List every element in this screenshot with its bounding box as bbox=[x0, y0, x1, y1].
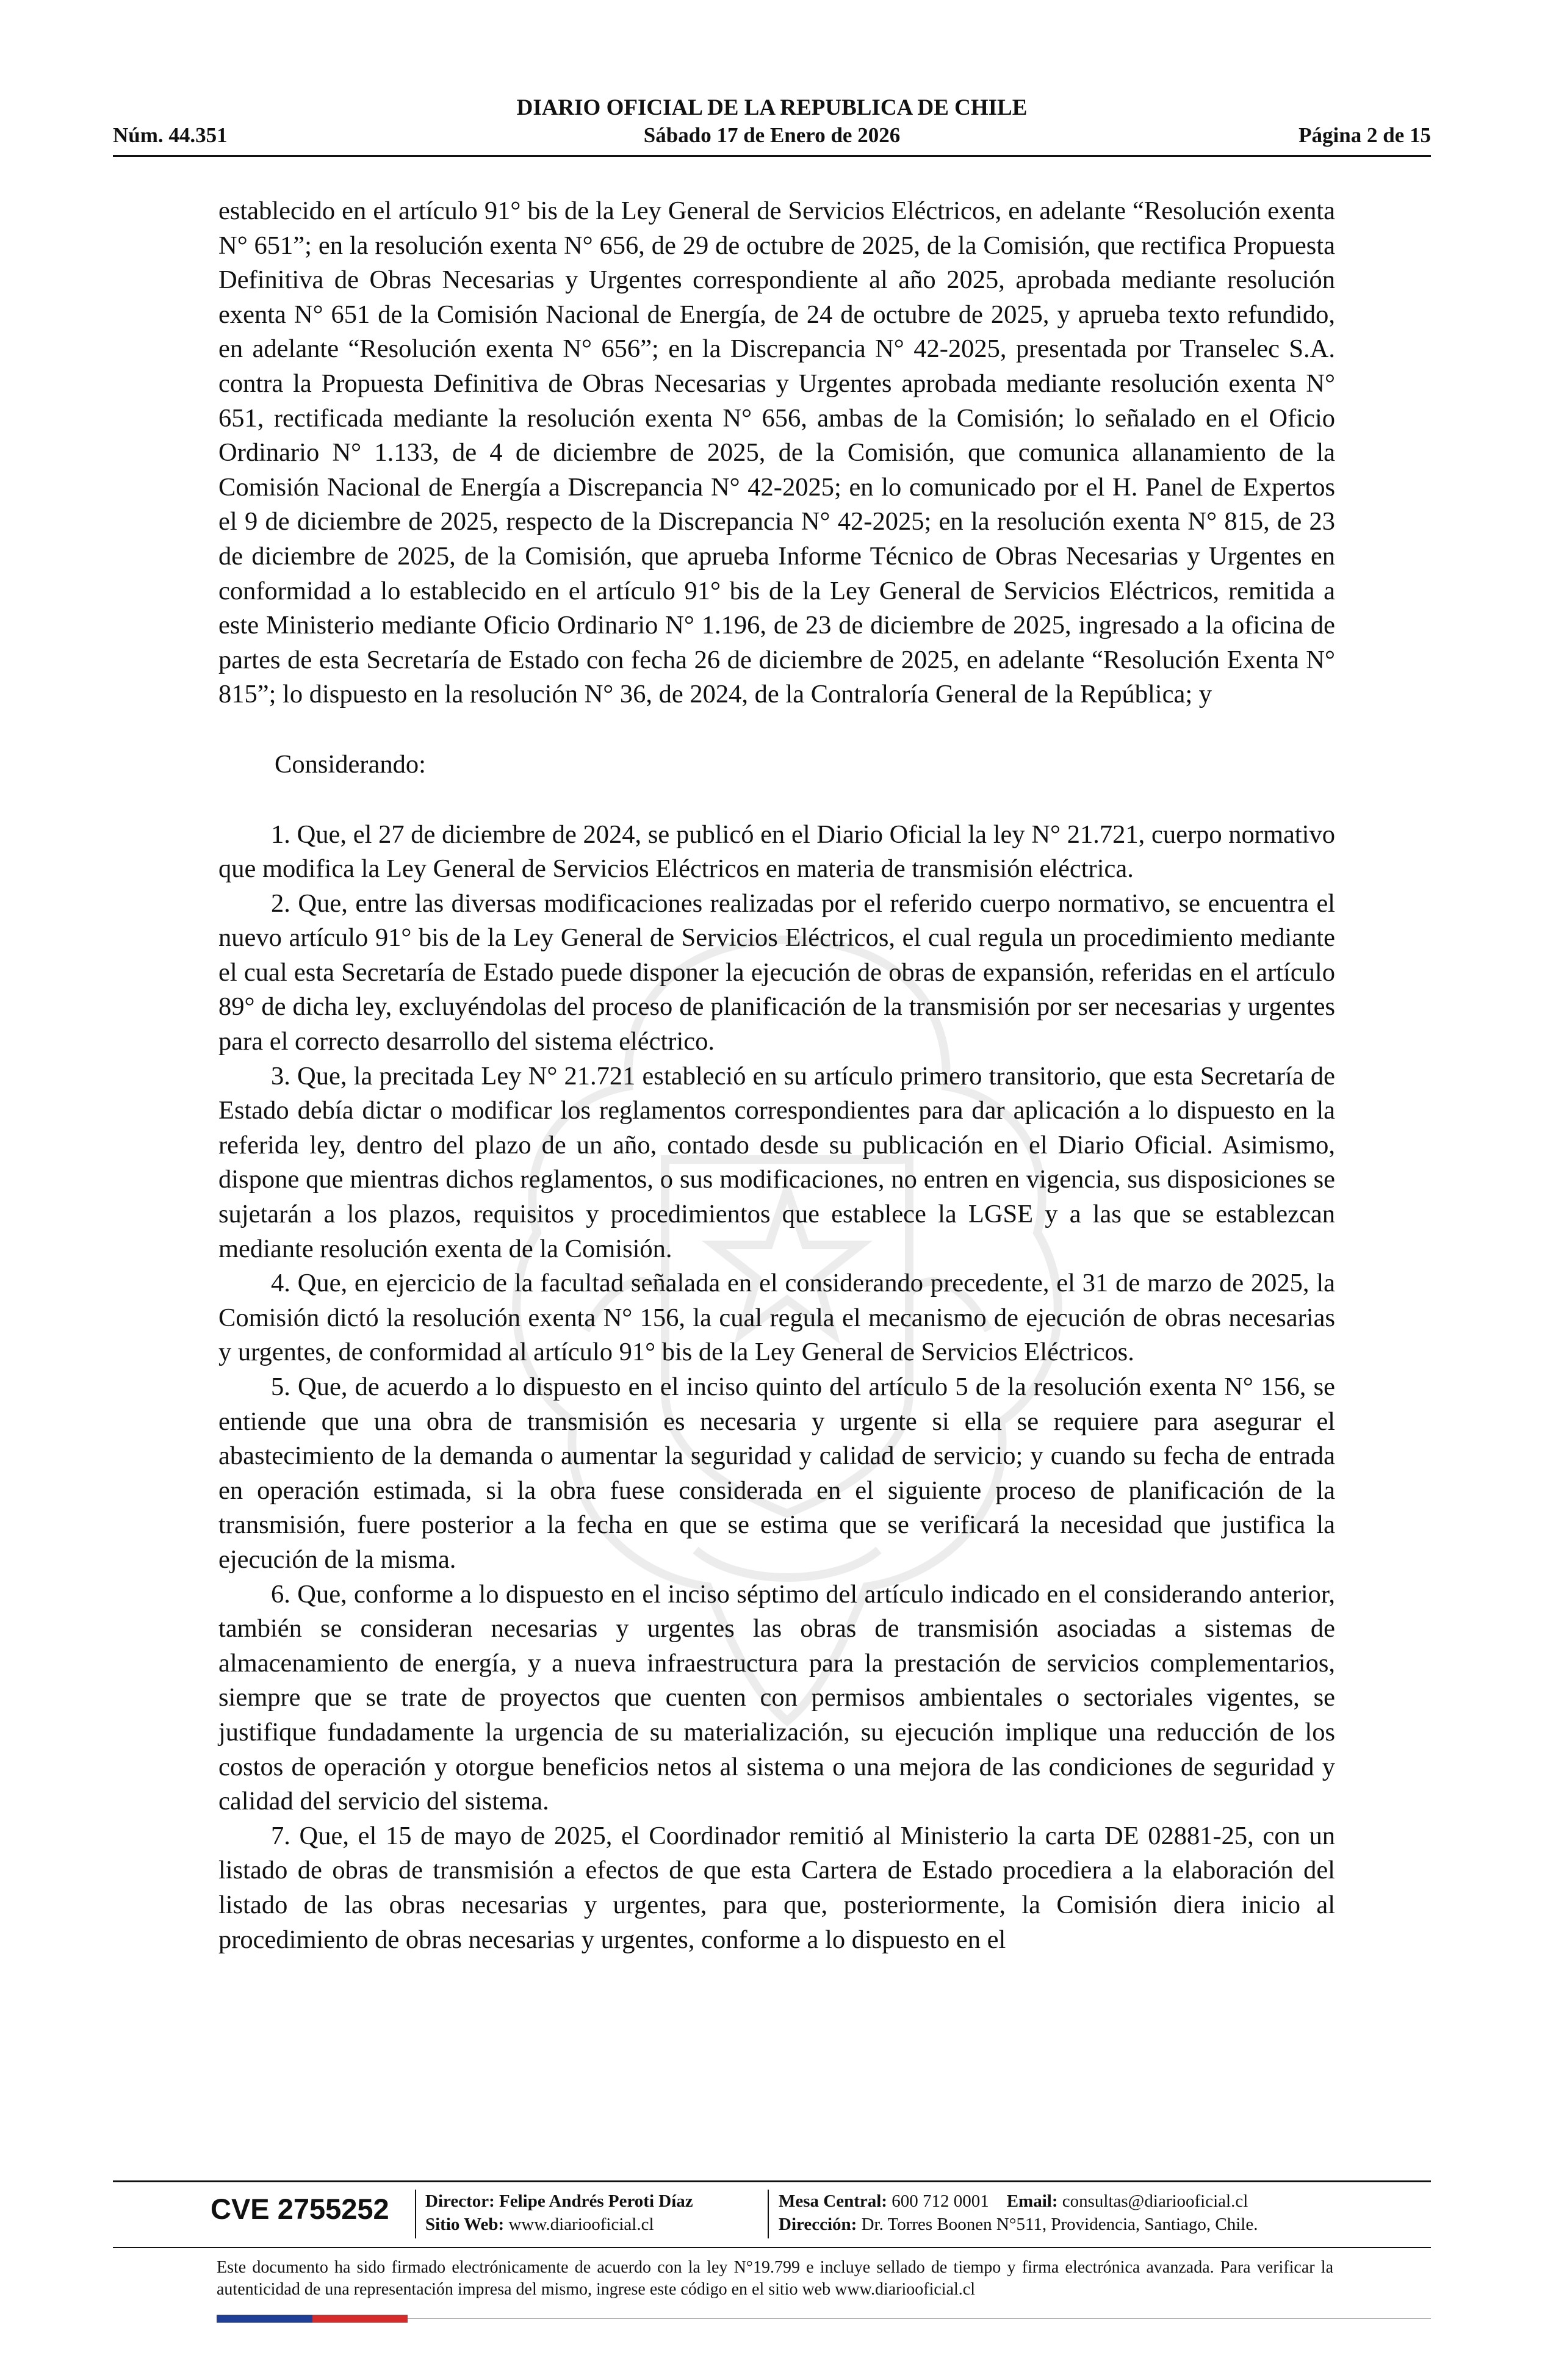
address-label: Dirección: bbox=[779, 2215, 857, 2234]
header-divider bbox=[113, 155, 1431, 157]
list-item: 4. Que, en ejercicio de la facultad señalada en el considerando precedente, el 31 de marzo de 2025, la Comisión dictó la resolución exenta N° 156, la cual regula el mecanismo de ejecución de obras necesarias y urgentes, de conformidad al artículo 91° bis de la Ley General de Servicios Eléctricos. bbox=[218, 1269, 1335, 1367]
issue-number: Núm. 44.351 bbox=[113, 123, 228, 147]
director-name: Felipe Andrés Peroti Díaz bbox=[499, 2191, 693, 2211]
signature-note: Este documento ha sido firmado electrónicamente de acuerdo con la ley N°19.799 e incluye sellado de tiempo y firma electrónica avanzada. Para verificar la autenticidad de una representación impresa del mismo, ingrese este código en el sitio web www.diariooficial.cl bbox=[217, 2258, 1333, 2299]
footer-top-divider bbox=[113, 2180, 1431, 2182]
director-block bbox=[425, 2190, 693, 2236]
list-item: 1. Que, el 27 de diciembre de 2024, se publicó en el Diario Oficial la ley N° 21.721, cuerpo normativo que modifica la Ley General de Servicios Eléctricos en materia de transmisión eléctrica. bbox=[218, 820, 1335, 884]
flag-blue-segment bbox=[217, 2315, 312, 2323]
document-body bbox=[218, 194, 1335, 1957]
email-link[interactable]: consultas@diariooficial.cl bbox=[1062, 2191, 1248, 2211]
page-number: Página 2 de 15 bbox=[1298, 123, 1431, 147]
address-value: Dr. Torres Boonen N°511, Providencia, Santiago, Chile. bbox=[861, 2215, 1258, 2234]
web-link[interactable]: www.diariooficial.cl bbox=[508, 2215, 654, 2234]
footer-separator bbox=[768, 2190, 769, 2238]
publication-title: DIARIO OFICIAL DE LA REPUBLICA DE CHILE bbox=[516, 95, 1028, 120]
list-item: 6. Que, conforme a lo dispuesto en el inciso séptimo del artículo indicado en el considerando anterior, también se consideran necesarias y urgentes las obras de transmisión asociadas a sistemas de almacenamiento de energía, y a nueva infraestructura para la prestación de servicios complementarios, siempre que se trate de proyectos que cuenten con permisos ambientales o sectoriales vigentes, se justifique fundadamente la urgencia de su materialización, su ejecución implique una reducción de los costos de operación y otorgue beneficios netos al sistema o una mejora de las condiciones de seguridad y calidad del servicio del sistema. bbox=[218, 1579, 1335, 1816]
intro-paragraph: establecido en el artículo 91° bis de la Ley General de Servicios Eléctricos, en adelante “Resolución exenta N° 651”; en la resolución exenta N° 656, de 29 de octubre de 2025, de la Comisión, que rectifica Propuesta Definitiva de Obras Necesarias y Urgentes correspondiente al año 2025, aprobada mediante resolución exenta N° 651 de la Comisión Nacional de Energía, de 24 de octubre de 2025, y aprueba texto refundido, en adelante “Resolución exenta N° 656”; en la Discrepancia N° 42-2025, presentada por Transelec S.A. contra la Propuesta Definitiva de Obras Necesarias y Urgentes aprobada mediante resolución exenta N° 651, rectificada mediante la resolución exenta N° 656, ambas de la Comisión; lo señalado en el Oficio Ordinario N° 1.133, de 4 de diciembre de 2025, de la Comisión, que comunica allanamiento de la Comisión Nacional de Energía a Discrepancia N° 42-2025; en lo comunicado por el H. Panel de Expertos el 9 de diciembre de 2025, respecto de la Discrepancia N° 42-2025; en la resolución exenta N° 815, de 23 de diciembre de 2025, de la Comisión, que aprueba Informe Técnico de Obras Necesarias y Urgentes en conformidad a lo establecido en el artículo 91° bis de la Ley General de Servicios Eléctricos, remitida a este Ministerio mediante Oficio Ordinario N° 1.196, de 23 de diciembre de 2025, ingresado a la oficina de partes de esta Secretaría de Estado con fecha 26 de diciembre de 2025, en adelante “Resolución Exenta N° 815”; lo dispuesto en la resolución N° 36, de 2024, de la Contraloría General de la República; y bbox=[218, 197, 1335, 709]
cve-code: CVE 2755252 bbox=[211, 2193, 389, 2225]
issue-date: Sábado 17 de Enero de 2026 bbox=[643, 123, 901, 147]
director-label: Director: bbox=[425, 2191, 495, 2211]
mesa-phone: 600 712 0001 bbox=[891, 2191, 989, 2211]
flag-red-segment bbox=[312, 2315, 408, 2323]
footer-separator bbox=[415, 2190, 416, 2238]
considerando-heading: Considerando: bbox=[275, 749, 426, 779]
footer-bottom-divider bbox=[408, 2318, 1431, 2319]
list-item: 7. Que, el 15 de mayo de 2025, el Coordinador remitió al Ministerio la carta DE 02881-25, con un listado de obras de transmisión a efectos de que esta Cartera de Estado procediera a la elaboración del listado de las obras necesarias y urgentes, para que, posteriormente, la Comisión diera inicio al procedimiento de obras necesarias y urgentes, conforme a lo dispuesto en el bbox=[218, 1821, 1335, 1954]
mesa-label: Mesa Central: bbox=[779, 2191, 887, 2211]
web-label: Sitio Web: bbox=[425, 2215, 505, 2234]
list-item: 5. Que, de acuerdo a lo dispuesto en el inciso quinto del artículo 5 de la resolución exenta N° 156, se entiende que una obra de transmisión es necesaria y urgente si ella se requiere para asegurar el abastecimiento de la demanda o aumentar la seguridad y calidad de servicio; y cuando su fecha de entrada en operación estimada, si la obra fuese considerada en el siguiente proceso de planificación de la transmisión, fuere posterior a la fecha en que se estima que se verificará la necesidad que justifica la ejecución de la misma. bbox=[218, 1372, 1335, 1574]
page-header bbox=[113, 92, 1431, 159]
list-item: 3. Que, la precitada Ley N° 21.721 estableció en su artículo primero transitorio, que esta Secretaría de Estado debía dictar o modificar los reglamentos correspondientes para dar aplicación a lo dispuesto en la referida ley, dentro del plazo de un año, contado desde su publicación en el Diario Oficial. Asimismo, dispone que mientras dichos reglamentos, o sus modificaciones, no entren en vigencia, sus disposiciones se sujetarán a los plazos, requisitos y procedimientos que establece la LGSE y a las que se establezcan mediante resolución exenta de la Comisión. bbox=[218, 1061, 1335, 1263]
email-label: Email: bbox=[1006, 2191, 1058, 2211]
list-item: 2. Que, entre las diversas modificaciones realizadas por el referido cuerpo normativo, se encuentra el nuevo artículo 91° bis de la Ley General de Servicios Eléctricos, el cual regula un procedimiento mediante el cual esta Secretaría de Estado puede disponer la ejecución de obras de expansión, referidas en el artículo 89° de dicha ley, excluyéndolas del proceso de planificación de la transmisión por ser necesarias y urgentes para el correcto desarrollo del sistema eléctrico. bbox=[218, 889, 1335, 1056]
footer-middle-divider bbox=[113, 2247, 1431, 2248]
flag-stripe bbox=[217, 2315, 408, 2323]
contact-block bbox=[779, 2190, 1258, 2236]
